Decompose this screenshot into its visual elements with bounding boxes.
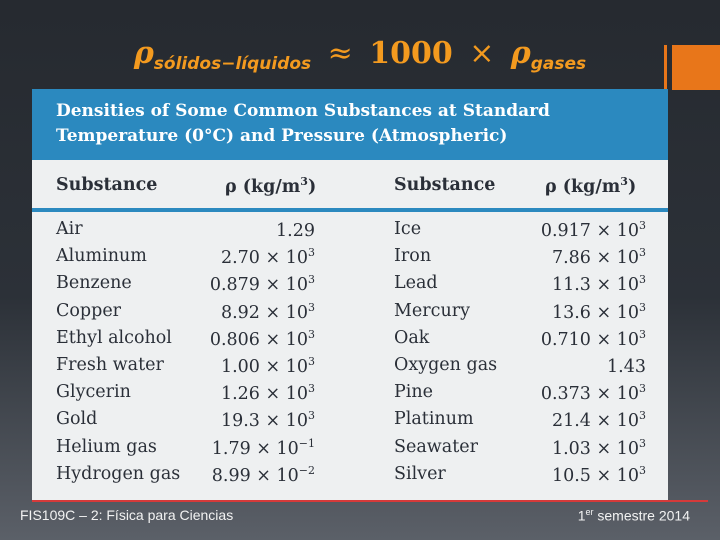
substance-name: Oxygen gas <box>394 354 498 375</box>
substance-name: Pine <box>394 382 433 403</box>
density-value: $21.4 \times 10^3$ <box>551 409 646 432</box>
density-value: $19.3 \times 10^3$ <box>220 409 315 432</box>
table-title-line-2: Temperature (0°C) and Pressure (Atmospheric) <box>56 126 508 146</box>
footer-semester-label: 1er semestre 2014 <box>577 507 690 524</box>
rho-symbol-left: ρ <box>133 36 154 71</box>
substance-name: Air <box>56 219 83 239</box>
table-row <box>32 379 668 406</box>
column-header-substance-left: Substance <box>56 175 158 195</box>
table-row <box>32 461 668 488</box>
density-value: $10.5 \times 10^3$ <box>551 463 646 486</box>
table-title-line-1: Densities of Some Common Substances at Standard <box>56 101 550 121</box>
column-header-density-left: ρ $(kg/m^3)$ <box>225 175 317 197</box>
substance-name: Aluminum <box>56 246 147 267</box>
rho-symbol-right: ρ <box>510 36 531 71</box>
table-row <box>32 434 668 461</box>
substance-name: Iron <box>394 246 432 267</box>
density-table <box>32 89 668 500</box>
density-value: $0.710 \times 10^3$ <box>540 327 646 350</box>
substance-name: Benzene <box>56 273 132 294</box>
density-value: $0.373 \times 10^3$ <box>540 382 646 404</box>
table-row <box>32 216 668 243</box>
density-value: $1.03 \times 10^3$ <box>551 436 646 459</box>
density-value: $8.99 \times 10^{-2}$ <box>211 463 315 486</box>
table-title <box>32 89 668 160</box>
substance-name: Gold <box>56 409 98 430</box>
density-value: 1.43 <box>607 356 646 377</box>
substance-name: Copper <box>56 300 122 321</box>
table-row <box>32 270 668 297</box>
substance-name: Silver <box>394 463 446 484</box>
table-row <box>32 325 668 352</box>
formula-subscript-right: gases <box>530 54 587 74</box>
formula-factor: 1000 <box>369 36 453 71</box>
density-formula <box>0 36 720 74</box>
footer-rule <box>32 500 708 502</box>
substance-name: Platinum <box>394 409 474 430</box>
substance-name: Ethyl alcohol <box>56 327 172 348</box>
table-row <box>32 298 668 325</box>
table-column-headers <box>32 160 668 212</box>
column-header-substance-right: Substance <box>394 175 496 195</box>
table-row <box>32 352 668 379</box>
substance-name: Glycerin <box>56 382 131 403</box>
density-value: $1.26 \times 10^3$ <box>220 382 315 404</box>
density-value: $1.00 \times 10^3$ <box>220 354 315 377</box>
substance-name: Oak <box>394 327 430 348</box>
density-value: $11.3 \times 10^3$ <box>551 273 646 296</box>
substance-name: Ice <box>394 219 422 239</box>
density-value: $2.70 \times 10^3$ <box>220 246 315 269</box>
density-value: $0.806 \times 10^3$ <box>209 327 315 350</box>
table-row <box>32 243 668 270</box>
substance-name: Hydrogen gas <box>56 463 181 484</box>
substance-name: Seawater <box>394 436 478 457</box>
density-value: $7.86 \times 10^3$ <box>551 246 646 269</box>
table-row <box>32 406 668 433</box>
density-value: $0.879 \times 10^3$ <box>209 273 315 296</box>
substance-name: Helium gas <box>56 436 157 457</box>
times-symbol: × <box>469 36 495 71</box>
density-value: $1.79 \times 10^{-1}$ <box>211 436 315 459</box>
substance-name: Lead <box>394 273 438 294</box>
density-value: 1.29 <box>276 220 315 241</box>
footer-course-label: FIS109C – 2: Física para Ciencias <box>20 507 234 523</box>
table-body <box>32 212 668 488</box>
substance-name: Fresh water <box>56 354 164 375</box>
density-value: $0.917 \times 10^3$ <box>540 219 646 241</box>
density-value: $8.92 \times 10^3$ <box>220 300 315 323</box>
substance-name: Mercury <box>394 300 470 321</box>
column-header-density-right: ρ $(kg/m^3)$ <box>545 175 637 197</box>
approx-symbol: ≈ <box>327 36 353 71</box>
formula-subscript-left: sólidos−líquidos <box>153 54 312 74</box>
density-value: $13.6 \times 10^3$ <box>551 300 646 323</box>
